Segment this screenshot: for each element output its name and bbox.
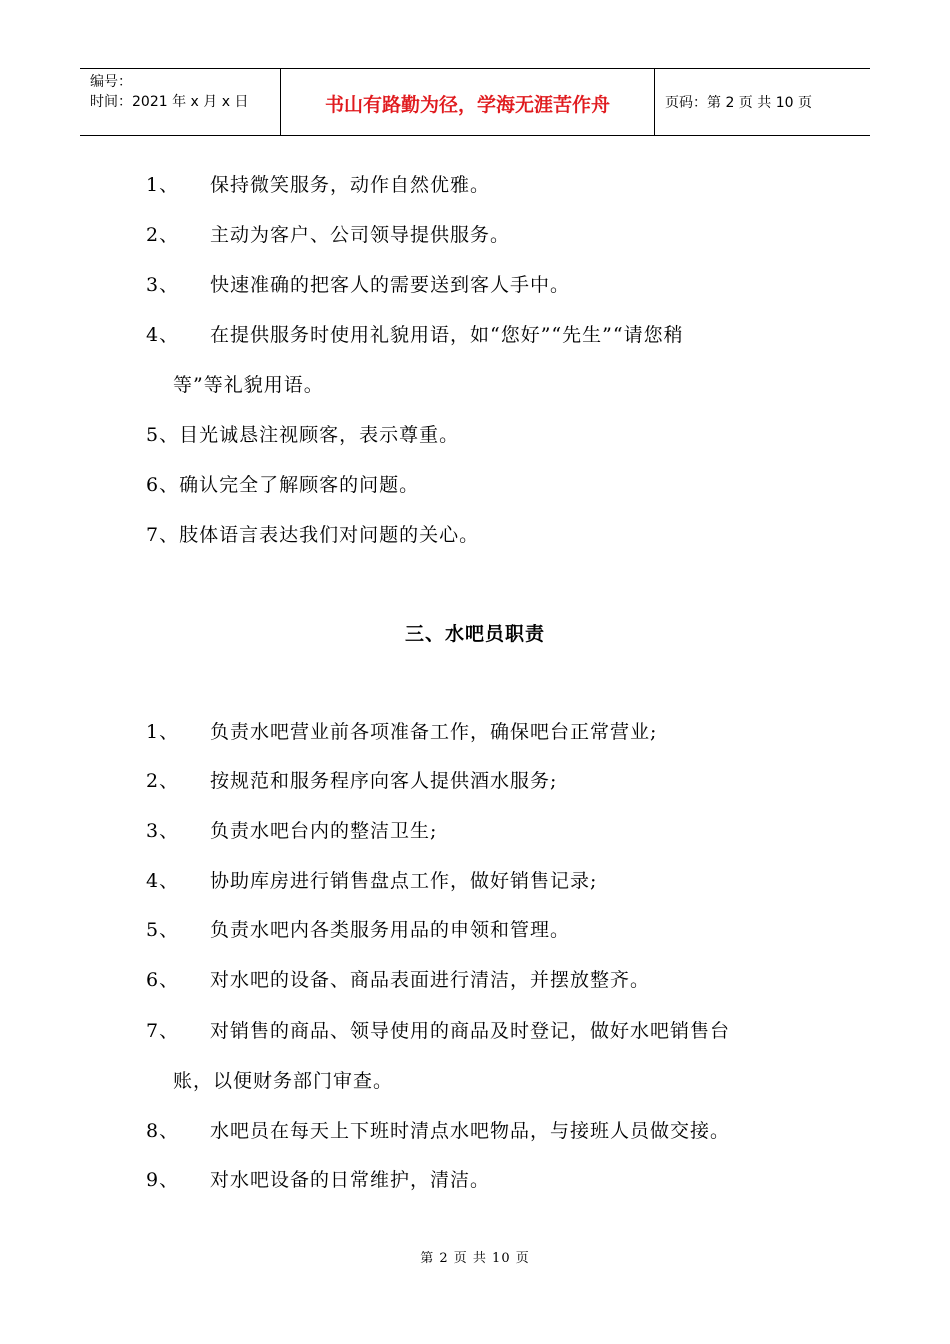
page-footer: 第 2 页 共 10 页 (420, 1251, 530, 1266)
list-text-continuation: 等”等礼貌用语。 (173, 374, 324, 396)
list-number: 6、 (146, 969, 180, 991)
list-number: 3、 (146, 274, 180, 296)
list-text: 水吧员在每天上下班时清点水吧物品，与接班人员做交接。 (210, 1120, 731, 1142)
list-text: 对水吧设备的日常维护，清洁。 (210, 1169, 491, 1191)
list-number: 3、 (146, 820, 180, 842)
list-number: 2、 (146, 224, 180, 246)
list-text: 负责水吧营业前各项准备工作，确保吧台正常营业; (210, 721, 658, 743)
list-item: 6、确认完全了解顾客的问题。 (146, 474, 420, 496)
header-motto: 书山有路勤为径，学海无涯苦作舟 (281, 69, 655, 135)
list-text: 快速准确的把客人的需要送到客人手中。 (210, 274, 571, 296)
list-text: 负责水吧内各类服务用品的申领和管理。 (210, 919, 571, 941)
list-number: 4、 (146, 870, 180, 892)
list-text: 在提供服务时使用礼貌用语，如“您好”“先生”“请您稍 (210, 324, 684, 346)
list-number: 2、 (146, 770, 180, 792)
list-item: 5、目光诚恳注视顾客，表示尊重。 (146, 424, 460, 446)
list-text: 对水吧的设备、商品表面进行清洁，并摆放整齐。 (210, 969, 651, 991)
list-text-continuation: 账，以便财务部门审查。 (173, 1070, 394, 1092)
list-item: 7、肢体语言表达我们对问题的关心。 (146, 524, 480, 546)
list-number: 4、 (146, 324, 180, 346)
list-number: 9、 (146, 1169, 180, 1191)
section-title: 三、水吧员职责 (404, 623, 545, 645)
list-text: 协助库房进行销售盘点工作，做好销售记录; (210, 870, 598, 892)
list-text: 主动为客户、公司领导提供服务。 (210, 224, 511, 246)
list-number: 1、 (146, 174, 180, 196)
list-text: 保持微笑服务，动作自然优雅。 (210, 174, 491, 196)
list-text: 负责水吧台内的整洁卫生; (210, 820, 438, 842)
serial-label: 编号： (90, 74, 132, 90)
list-text: 对销售的商品、领导使用的商品及时登记，做好水吧销售台 (210, 1020, 731, 1042)
time-label: 时间：2021 年 x 月 x 日 (90, 94, 249, 110)
list-text: 按规范和服务程序向客人提供酒水服务; (210, 770, 558, 792)
page-header (80, 68, 870, 136)
list-number: 1、 (146, 721, 180, 743)
list-number: 5、 (146, 919, 180, 941)
header-page-code: 页码：第 2 页 共 10 页 (665, 95, 812, 111)
list-number: 8、 (146, 1120, 180, 1142)
list-number: 7、 (146, 1020, 180, 1042)
header-info-cell (80, 69, 281, 135)
